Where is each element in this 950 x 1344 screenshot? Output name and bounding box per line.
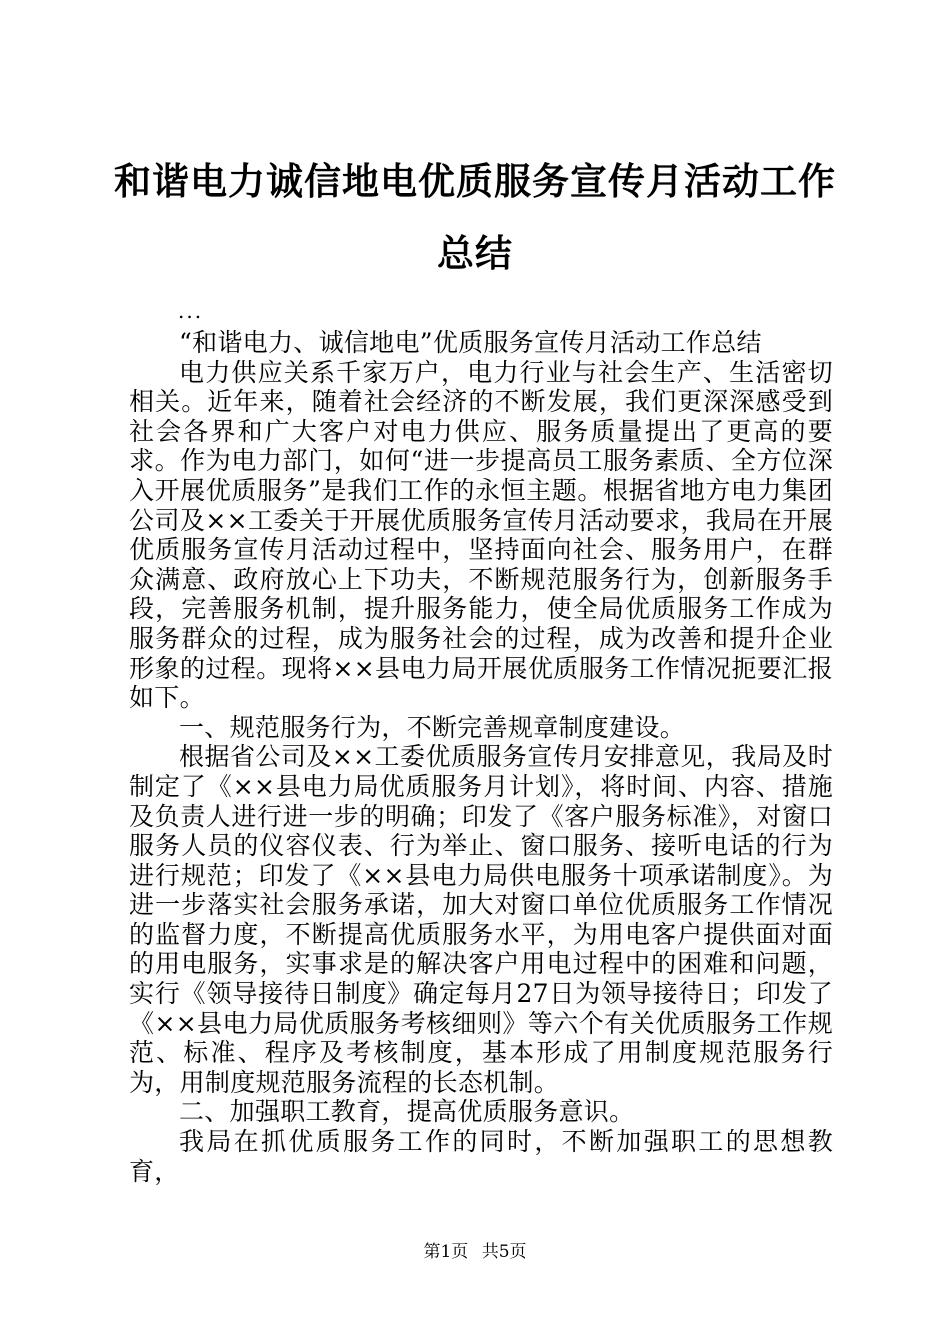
page-footer bbox=[0, 1240, 950, 1264]
ellipsis-mark: ... bbox=[178, 299, 204, 323]
intro-paragraph: 电力供应关系千家万户，电力行业与社会生产、生活密切相关。近年来，随着社会经济的不断发展，我们更深深感受到社会各界和广大客户对电力供应、服务质量提出了更高的要求。作为电力部门，如何“进一步提高员工服务素质、全方位深入开展优质服务”是我们工作的永恒主题。根据省地方电力集团公司及××工委关于开展优质服务宣传月活动要求，我局在开展优质服务宣传月活动过程中，坚持面向社会、服务用户，在群众满意、政府放心上下功夫，不断规范服务行为，创新服务手段，完善服务机制，提升服务能力，使全局优质服务工作成为服务群众的过程，成为服务社会的过程，成为改善和提升企业形象的过程。现将××县电力局开展优质服务工作情况扼要汇报如下。 bbox=[129, 357, 833, 713]
page-number: 第1页 bbox=[423, 1242, 469, 1262]
section-heading-1: 一、规范服务行为，不断完善规章制度建设。 bbox=[179, 712, 686, 742]
page-total: 共5页 bbox=[481, 1242, 527, 1262]
document-title: 和谐电力诚信地电优质服务宣传月活动工作总结 bbox=[114, 160, 836, 275]
subtitle-paragraph: “和谐电力、诚信地电”优质服务宣传月活动工作总结 bbox=[179, 328, 762, 357]
section-heading-2: 二、加强职工教育，提高优质服务意识。 bbox=[179, 1097, 635, 1127]
document-body bbox=[129, 328, 833, 1186]
section-1-paragraph: 根据省公司及××工委优质服务宣传月安排意见，我局及时制定了《××县电力局优质服务月计划》，将时间、内容、措施及负责人进行进一步的明确；印发了《客户服务标准》，对窗口服务人员的仪容仪表、行为举止、窗口服务、接听电话的行为进行规范；印发了《××县电力局供电服务十项承诺制度》。为进一步落实社会服务承诺，加大对窗口单位优质服务工作情况的监督力度，不断提高优质服务水平，为用电客户提供面对面的用电服务，实事求是的解决客户用电过程中的困难和问题，实行《领导接待日制度》确定每月27日为领导接待日；印发了《××县电力局优质服务考核细则》等六个有关优质服务工作规范、标准、程序及考核制度，基本形成了用制度规范服务行为，用制度规范服务流程的长态机制。 bbox=[129, 742, 833, 1097]
section-2-paragraph: 我局在抓优质服务工作的同时，不断加强职工的思想教育， bbox=[129, 1127, 833, 1186]
